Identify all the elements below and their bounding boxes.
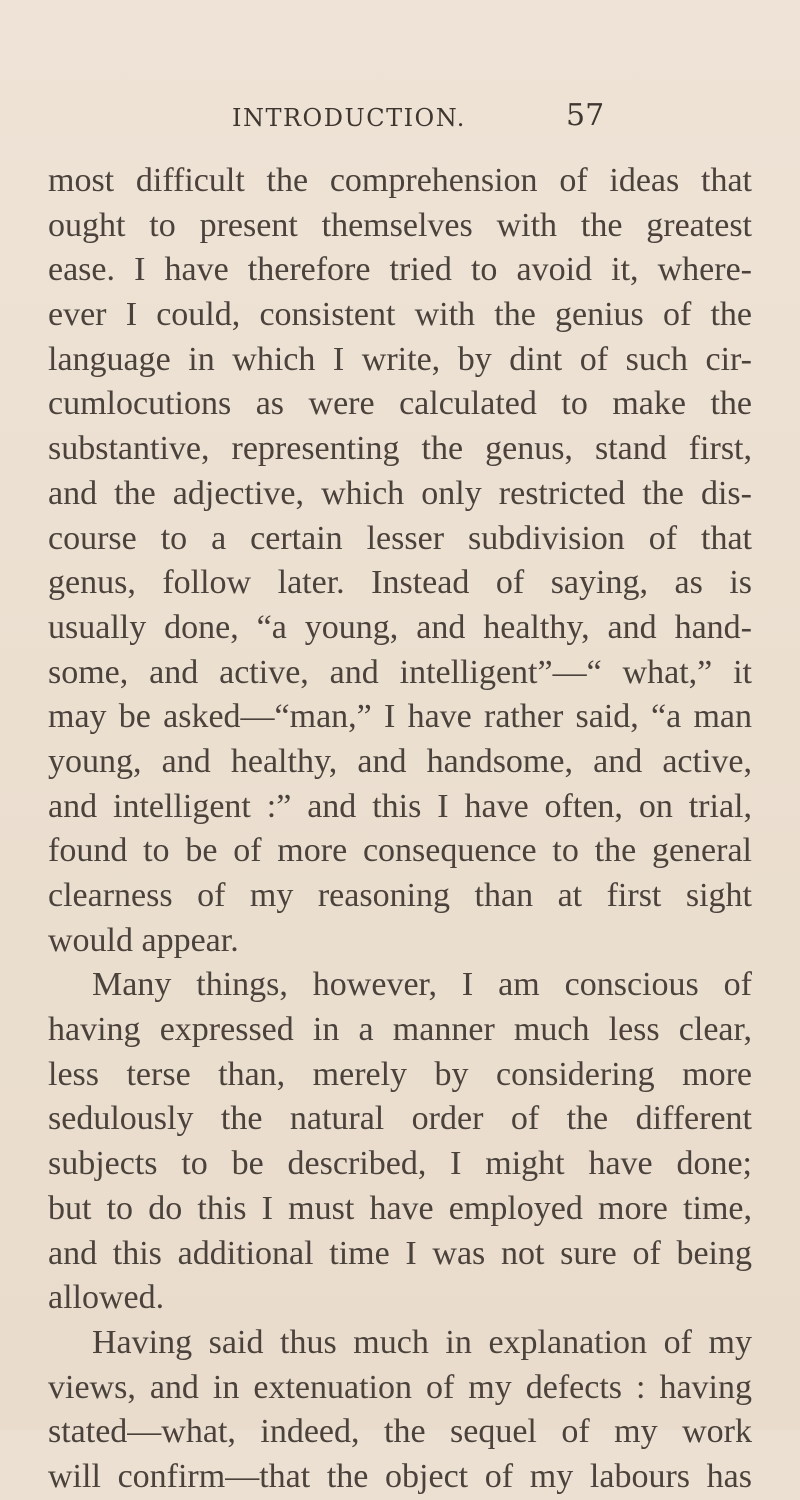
text-line: found to be of more consequence to the general [48, 832, 752, 870]
text-line: may be asked—“man,” I have rather said, “a man [48, 698, 752, 736]
text-line: young, and healthy, and handsome, and active, [48, 742, 752, 780]
text-line: and intelligent :” and this I have often, on trial, [48, 787, 752, 825]
text-line: language in which I write, by dint of such cir- [48, 340, 752, 378]
text-line: Having said thus much in explanation of my [92, 1323, 752, 1361]
text-line: cumlocutions as were calculated to make the [48, 385, 752, 423]
text-line: sedulously the natural order of the different [48, 1100, 752, 1138]
text-line: Many things, however, I am conscious of [92, 966, 752, 1004]
text-line: less terse than, merely by considering more [48, 1055, 752, 1093]
text-line: clearness of my reasoning than at first sight [48, 877, 752, 914]
text-line: substantive, representing the genus, stand first, [48, 430, 752, 468]
text-line: subjects to be described, I might have done; [48, 1145, 752, 1183]
text-line: will confirm—that the object of my labours has [48, 1457, 752, 1495]
page-number: 57 [566, 98, 605, 133]
text-line: course to a certain lesser subdivision of that [48, 519, 752, 557]
text-line: views, and in extenuation of my defects : having [48, 1368, 752, 1406]
text-line: genus, follow later. Instead of saying, as is [48, 564, 752, 602]
text-line: having expressed in a manner much less clear, [48, 1011, 752, 1049]
text-line: and the adjective, which only restricted the dis- [48, 474, 752, 512]
text-line: stated—what, indeed, the sequel of my work [48, 1413, 752, 1451]
running-head-title: INTRODUCTION. [232, 104, 466, 132]
text-line: ever I could, consistent with the genius of the [48, 296, 752, 334]
running-head [0, 100, 800, 140]
text-line: and this additional time I was not sure of being [48, 1234, 752, 1272]
text-line: usually done, “a young, and healthy, and hand- [48, 608, 752, 646]
body-text [48, 159, 752, 1500]
text-line: most difficult the comprehension of ideas that [48, 162, 752, 199]
text-line: but to do this I must have employed more time, [48, 1189, 752, 1227]
text-line: ease. I have therefore tried to avoid it, where- [48, 251, 752, 289]
text-line: allowed. [48, 1279, 165, 1317]
text-line: some, and active, and intelligent”—“ what,” it [48, 653, 752, 691]
text-line: ought to present themselves with the greatest [48, 206, 752, 244]
text-line: would appear. [48, 921, 239, 959]
paragraph-1 [48, 159, 752, 963]
paragraph-2 [48, 963, 752, 1321]
paragraph-3 [48, 1321, 752, 1500]
